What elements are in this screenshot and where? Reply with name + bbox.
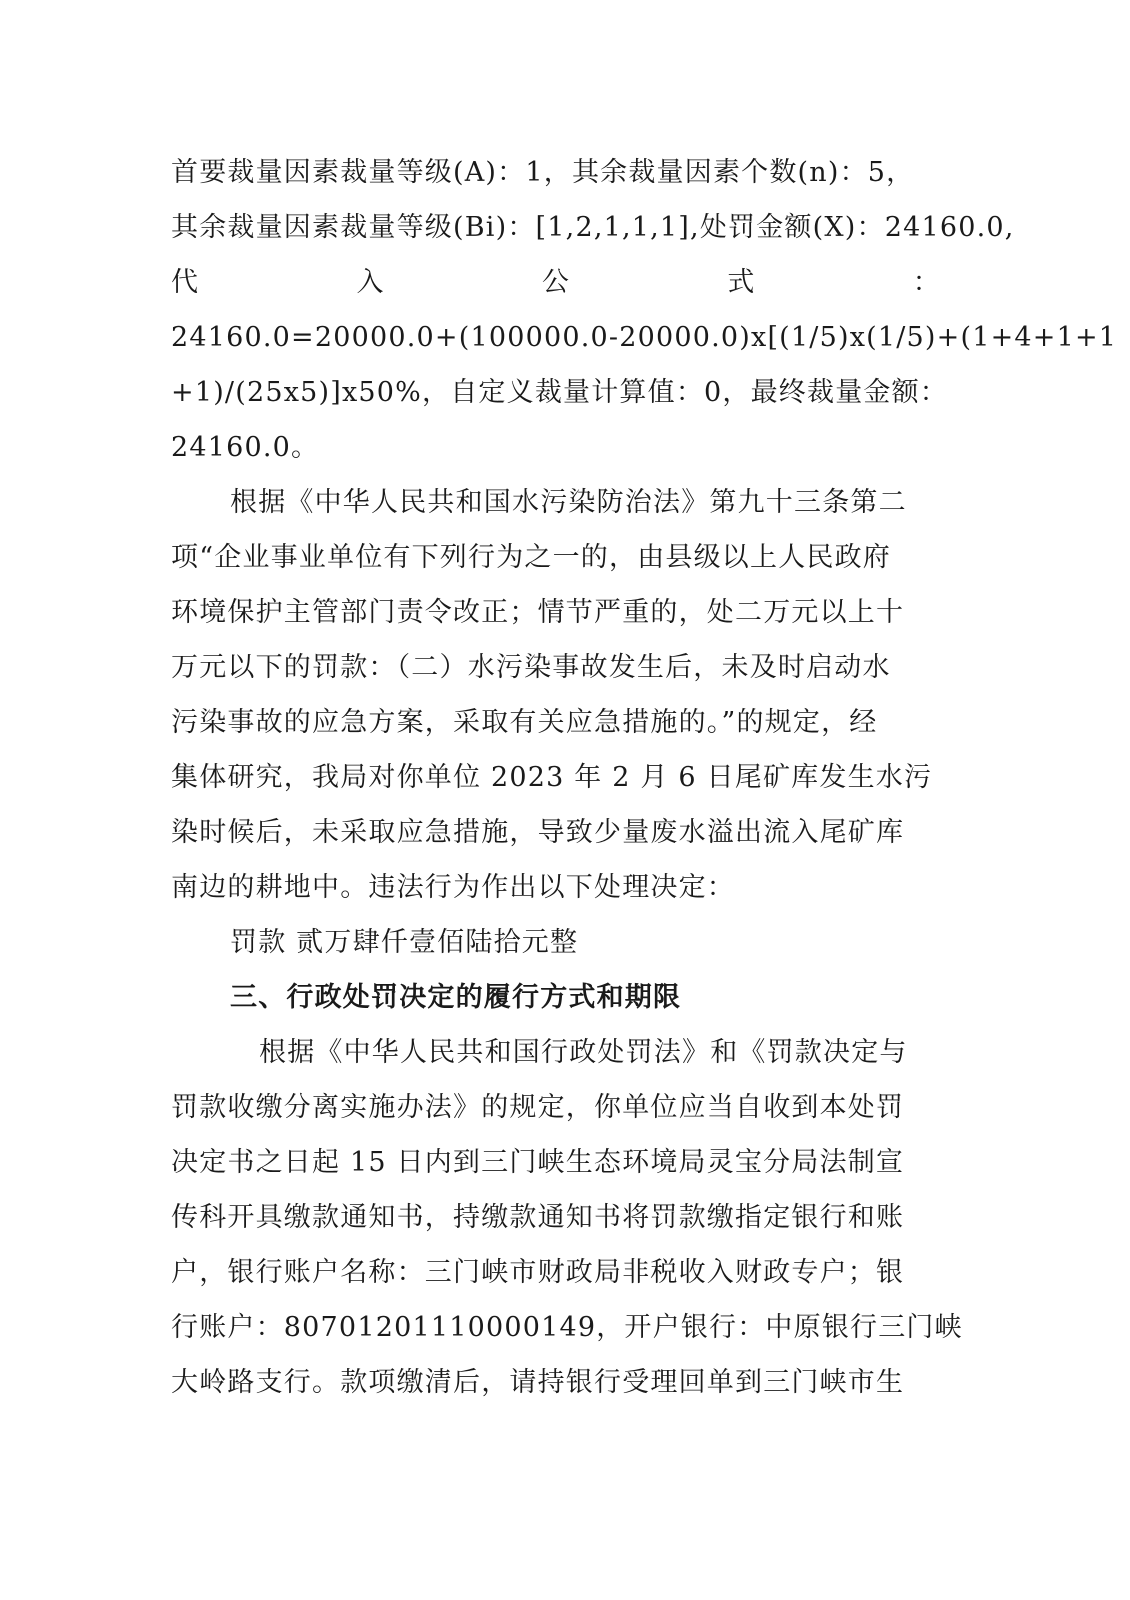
text-line-2: 其余裁量因素裁量等级(Bi)：[1,2,1,1,1],处罚金额(X)：24160.0,: [171, 212, 1015, 243]
paragraph-payment-start: 根据《中华人民共和国行政处罚法》和《罚款决定与: [259, 1037, 908, 1068]
text-line-3: [171, 255, 941, 310]
paragraph-line: 传科开具缴款通知书，持缴款通知书将罚款缴指定银行和账: [171, 1202, 905, 1233]
formula-line-3: 24160.0。: [171, 432, 320, 463]
text-char: 公: [541, 267, 571, 298]
paragraph-line: 行账户：80701201110000149，开户银行：中原银行三门峡: [171, 1312, 963, 1343]
paragraph-line: 罚款收缴分离实施办法》的规定，你单位应当自收到本处罚: [171, 1092, 905, 1123]
paragraph-line: 南边的耕地中。违法行为作出以下处理决定：: [171, 872, 735, 903]
text-char: ：: [912, 267, 941, 298]
paragraph-line: 决定书之日起 15 日内到三门峡生态环境局灵宝分局法制宣: [171, 1147, 905, 1178]
paragraph-line: 大岭路支行。款项缴清后，请持银行受理回单到三门峡市生: [171, 1367, 905, 1398]
document-body: [171, 145, 1118, 1410]
penalty-amount-line: 罚款 贰万肆仟壹佰陆拾元整: [230, 927, 579, 958]
paragraph-line: 污染事故的应急方案，采取有关应急措施的。”的规定，经: [171, 707, 878, 738]
text-char: 入: [356, 267, 385, 298]
section-heading-3: 三、行政处罚决定的履行方式和期限: [230, 982, 682, 1013]
formula-line-2: +1)/(25x5)]x50%，自定义裁量计算值：0，最终裁量金额：: [171, 377, 949, 408]
paragraph-line: 户，银行账户名称：三门峡市财政局非税收入财政专户；银: [171, 1257, 905, 1288]
paragraph-line: 环境保护主管部门责令改正；情节严重的，处二万元以上十: [171, 597, 905, 628]
formula-line-1: 24160.0=20000.0+(100000.0-20000.0)x[(1/5)x(1/5)+(1+4+1+1: [171, 322, 1118, 353]
paragraph-line: 万元以下的罚款：（二）水污染事故发生后，未及时启动水: [171, 652, 891, 683]
text-char: 代: [171, 267, 200, 298]
paragraph-line: 项“企业事业单位有下列行为之一的，由县级以上人民政府: [171, 542, 892, 573]
paragraph-line: 集体研究，我局对你单位 2023 年 2 月 6 日尾矿库发生水污: [171, 762, 933, 793]
text-char: 式: [727, 267, 756, 298]
text-line-1: 首要裁量因素裁量等级(A)：1，其余裁量因素个数(n)：5，: [171, 157, 915, 188]
paragraph-legal-basis-start: 根据《中华人民共和国水污染防治法》第九十三条第二: [230, 487, 907, 518]
paragraph-line: 染时候后，未采取应急措施，导致少量废水溢出流入尾矿库: [171, 817, 905, 848]
